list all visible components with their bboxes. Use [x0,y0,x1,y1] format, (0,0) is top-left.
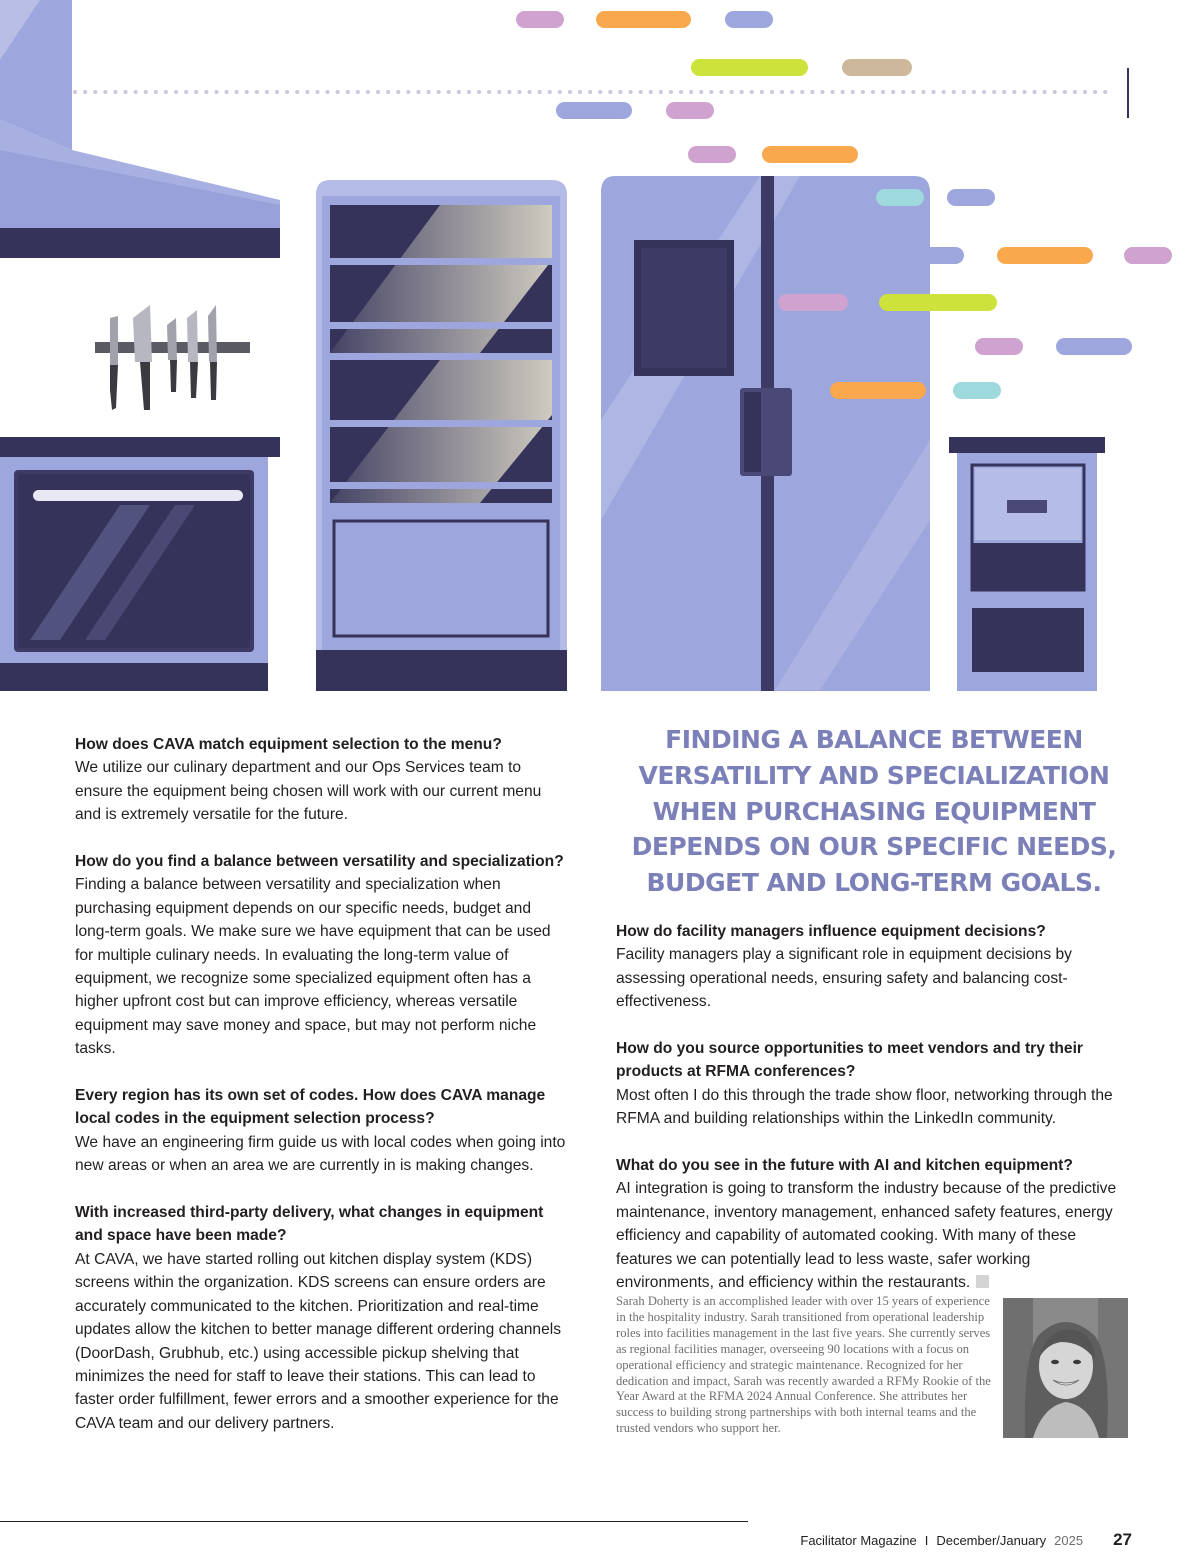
qa-item [75,1201,570,1435]
end-mark-icon [976,1275,989,1288]
author-photo [1003,1298,1128,1438]
pull-quote: FINDING A BALANCE BETWEEN VERSATILITY AND SPECIALIZATION WHEN PURCHASING EQUIPMENT DEPENDS ON OUR SPECIFIC NEEDS, BUDGET AND LONG-TERM GOALS. [631,725,1117,898]
question: How does CAVA match equipment selection to the menu? [75,736,502,753]
qa-item [75,733,570,827]
double-oven [316,180,567,691]
issue-date: December/January [936,1533,1047,1548]
qa-item [75,1084,570,1178]
magazine-name: Facilitator Magazine [800,1533,917,1548]
answer: Most often I do this through the trade show floor, networking through the RFMA and building relationships within the LinkedIn community. [616,1086,1113,1128]
kitchen-illustration [0,0,1200,700]
answer-text: AI integration is going to transform the industry because of the predictive maintenance, inventory management, enhanced safety features, energy efficiency and capability of automated cooking. With many of these features we can potentially lead to less waste, safer working environments, and efficiency within the restaurants. [616,1180,1117,1292]
footer-separator: I [924,1533,929,1548]
qa-item [75,850,570,1061]
answer: We utilize our culinary department and our Ops Services team to ensure the equipment being chosen will work with our current menu and is extremely versatile for the future. [75,759,542,824]
page-number: 27 [1113,1530,1132,1549]
qa-item [616,1154,1132,1294]
question: Every region has its own set of codes. How does CAVA manage local codes in the equipment selection process? [75,1087,546,1128]
answer: Facility managers play a significant role in equipment decisions by assessing operational needs, ensuring safety and balancing cost-effectiveness. [616,946,1072,1011]
question: How do you find a balance between versatility and specialization? [75,853,564,871]
undercounter-fridge [949,437,1105,691]
question: How do facility managers influence equipment decisions? [616,923,1046,940]
footer-rule [0,1521,748,1522]
page-footer [800,1530,1132,1550]
answer [616,1177,1132,1294]
answer: At CAVA, we have started rolling out kitchen display system (KDS) screens within the organization. KDS screens can ensure orders are accurately communicated to the kitchen. Prioritization and real-time updates allow the kitchen to better manage different ordering channels (DoorDash, Grubhub, etc.) using accessible pickup shelving that minimizes the need for staff to leave their stations. This can lead to faster order fulfillment, fewer errors and a smoother experience for the CAVA team and our delivery partners. [75,1250,562,1432]
qa-item [616,1037,1132,1131]
question: With increased third-party delivery, what changes in equipment and space have been made? [75,1204,544,1245]
question: What do you see in the future with AI and kitchen equipment? [616,1157,1073,1175]
qa-item [616,920,1132,1014]
refrigerator [601,176,930,691]
answer: We have an engineering firm guide us with local codes when going into new areas or when an area we are currently in is making changes. [75,1133,566,1175]
answer: Finding a balance between versatility and specialization when purchasing equipment depends on our specific needs, budget and long-term goals. We make sure we have equipment that can be used for multiple culinary needs. In evaluating the long-term value of equipment, we recognize some specialized equipment often has a higher upfront cost but can improve efficiency, whereas versatile equipment may save money and space, but may not perform niche tasks. [75,876,551,1058]
counter-oven [0,437,280,691]
knife-rack [95,305,250,410]
left-column [75,733,570,1459]
issue-year: 2025 [1054,1533,1084,1548]
author-bio: Sarah Doherty is an accomplished leader with over 15 years of experience in the hospitality industry. Sarah transitioned from operational leadership roles into facilities management in the last five years. She currently serves as regional facilities manager, overseeing 90 locations with a focus on operational efficiency and strategic maintenance. Recognized for her dedication and impact, Sarah was recently awarded a RFMy Rookie of the Year Award at the RFMA 2024 Annual Conference. She attributes her success to building strong partnerships with both internal teams and the trusted vendors who support her. [616,1294,991,1436]
question: How do you source opportunities to meet vendors and try their products at RFMA conferences? [616,1040,1083,1081]
range-hood [0,0,280,258]
right-column [616,920,1132,1318]
